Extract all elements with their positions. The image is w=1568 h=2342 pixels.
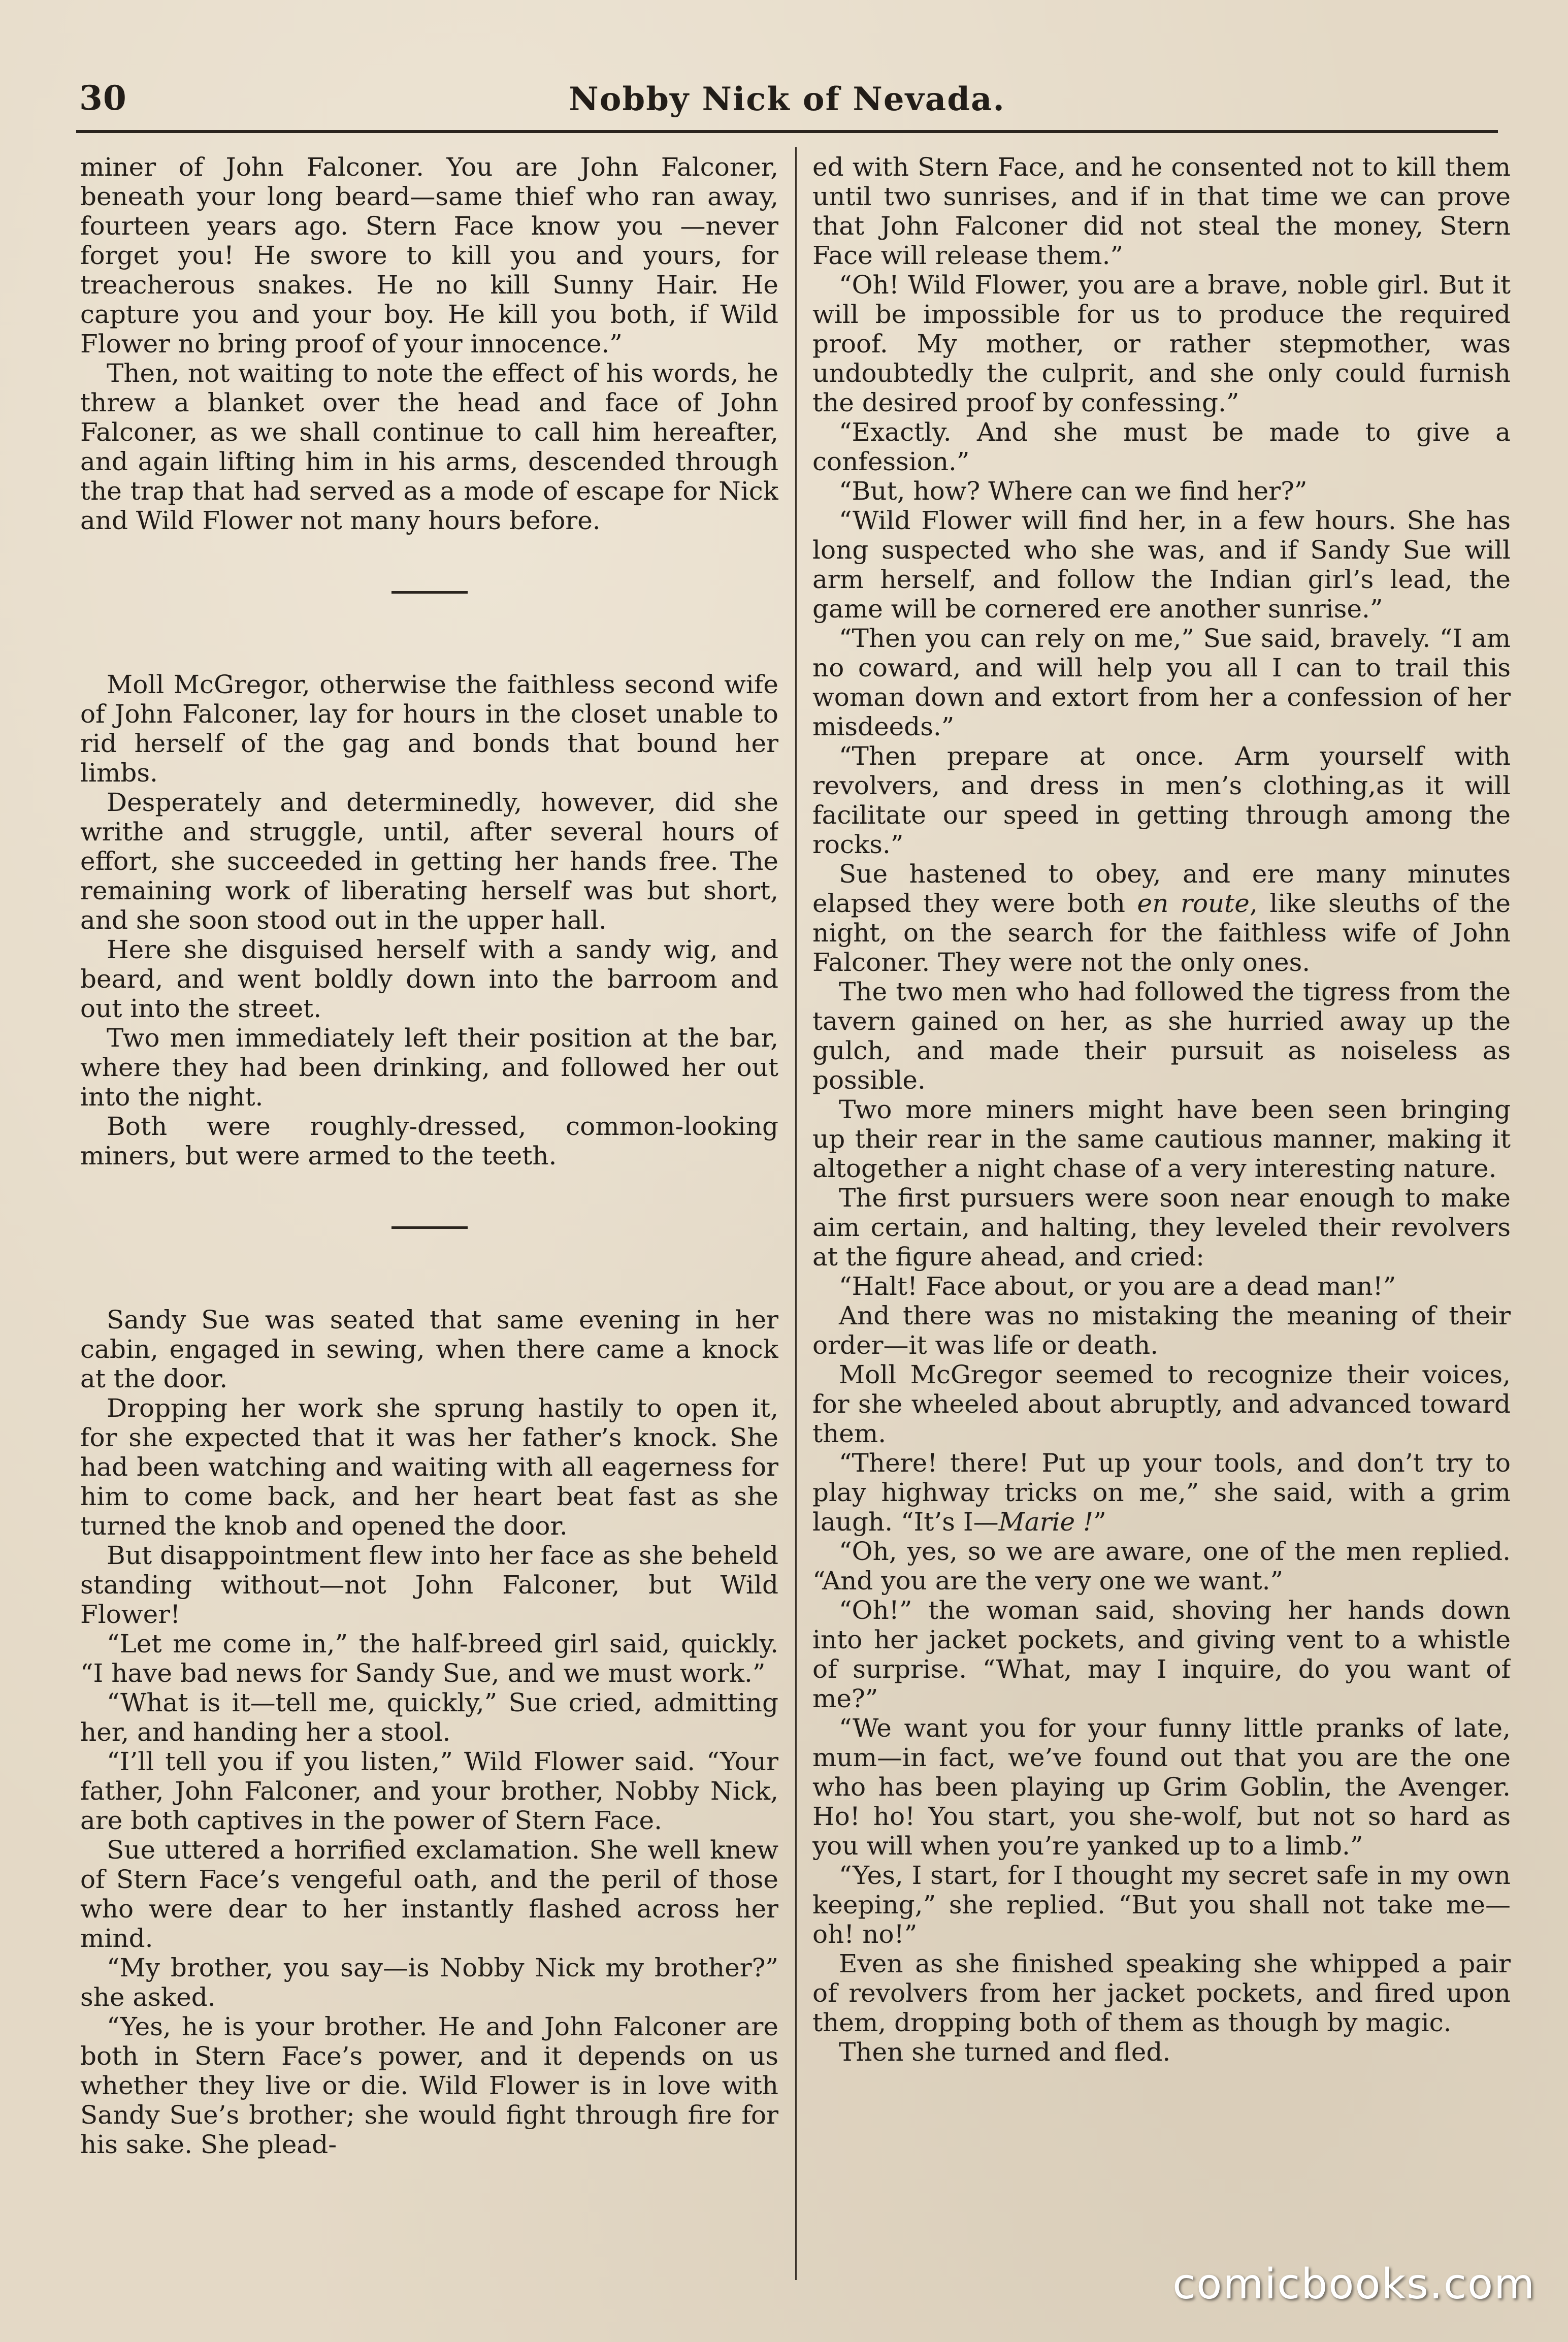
- italic-phrase: en route: [1137, 889, 1250, 918]
- paragraph: “Wild Flower will find her, in a few hours. She has long suspected who she was, and if Sandy Sue will arm herself, and follow the Indian girl’s lead, the game will be cornered ere another sunrise.”: [812, 506, 1511, 624]
- paragraph: “Oh! Wild Flower, you are a brave, noble girl. But it will be impossible for us to produce the required proof. My mother, or rather stepmother, was undoubtedly the culprit, and she only could furnish the desired proof by confessing.”: [812, 270, 1511, 417]
- section-break: [391, 1226, 468, 1229]
- paragraph: “I’ll tell you if you listen,” Wild Flower said. “Your father, John Falconer, and your brother, Nobby Nick, are both captives in the power of Stern Face.: [80, 1747, 778, 1835]
- column-divider: [795, 147, 797, 2280]
- paragraph: And there was no mistaking the meaning of their order—it was life or death.: [812, 1301, 1511, 1360]
- paragraph: Two men immediately left their position at the bar, where they had been drinking, and followed her out into the night.: [80, 1023, 778, 1112]
- paragraph: “Yes, I start, for I thought my secret safe in my own keeping,” she replied. “But you shall not take me—oh! no!”: [812, 1861, 1511, 1949]
- page-header: [76, 76, 1498, 122]
- paragraph: “But, how? Where can we find her?”: [839, 476, 1308, 506]
- running-title: Nobby Nick of Nevada.: [569, 80, 1005, 118]
- header-rule: [76, 130, 1498, 133]
- watermark: comicbooks.com: [1172, 2260, 1536, 2308]
- paragraph: “Then prepare at once. Arm yourself with revolvers, and dress in men’s clothing,as it will facilitate our speed in getting through among the rocks.”: [812, 741, 1511, 859]
- paragraph: Dropping her work she sprung hastily to open it, for she expected that it was her father’s knock. She had been watching and waiting with all eagerness for him to come back, and her heart beat fast as she turned the knob and opened the door.: [80, 1393, 778, 1541]
- paragraph: Sue uttered a horrified exclamation. She well knew of Stern Face’s vengeful oath, and the peril of those who were dear to her instantly flashed across her mind.: [80, 1835, 778, 1953]
- paragraph: ed with Stern Face, and he consented not to kill them until two sunrises, and if in that time we can prove that John Falconer did not steal the money, Stern Face will release them.”: [812, 152, 1511, 270]
- paragraph: “Yes, he is your brother. He and John Falconer are both in Stern Face’s power, and it depends on us whether they live or die. Wild Flower is in love with Sandy Sue’s brother; she would fight through fire for his sake. She plead-: [80, 2012, 778, 2159]
- paragraph: miner of John Falconer. You are John Falconer, beneath your long beard—same thief who ran away, fourteen years ago. Stern Face know you —never forget you! He swore to kill you and yours, for treacherous snakes. He no kill Sunny Hair. He capture you and your boy. He kill you both, if Wild Flower no bring proof of your innocence.”: [80, 152, 778, 359]
- paragraph: Both were roughly-dressed, common-looking miners, but were armed to the teeth.: [80, 1112, 778, 1170]
- paragraph: “Oh!” the woman said, shoving her hands down into her jacket pockets, and giving vent to a whistle of surprise. “What, may I inquire, do you want of me?”: [812, 1596, 1511, 1713]
- paragraph: Desperately and determinedly, however, did she writhe and struggle, until, after several hours of effort, she succeeded in getting her hands free. The remaining work of liberating herself was but short, and she soon stood out in the upper hall.: [80, 788, 778, 935]
- paragraph: “Exactly. And she must be made to give a confession.”: [812, 417, 1511, 476]
- paragraph: [812, 859, 1511, 977]
- paragraph: [812, 1448, 1511, 1537]
- paragraph: Moll McGregor seemed to recognize their voices, for she wheeled about abruptly, and advanced toward them.: [812, 1360, 1511, 1448]
- paragraph: “My brother, you say—is Nobby Nick my brother?” she asked.: [80, 1953, 778, 2012]
- paragraph: Even as she finished speaking she whipped a pair of revolvers from her jacket pockets, and fired upon them, dropping both of them as though by magic.: [812, 1949, 1511, 2037]
- paragraph: Two more miners might have been seen bringing up their rear in the same cautious manner, making it altogether a night chase of a very interesting nature.: [812, 1095, 1511, 1183]
- paragraph: The two men who had followed the tigress from the tavern gained on her, as she hurried away up the gulch, and made their pursuit as noiseless as possible.: [812, 977, 1511, 1095]
- paragraph: “Then you can rely on me,” Sue said, bravely. “I am no coward, and will help you all I can to trail this woman down and extort from her a confession of her misdeeds.”: [812, 624, 1511, 741]
- text-run: , like sleuths of the night, on the search for the faithless wife of John Falconer. They were not the only ones.: [812, 889, 1511, 977]
- section-break: [391, 591, 468, 594]
- left-column: [80, 152, 778, 2275]
- page-number: 30: [79, 78, 127, 118]
- paragraph: Then, not waiting to note the effect of his words, he threw a blanket over the head and face of John Falconer, as we shall continue to call him hereafter, and again lifting him in his arms, descended through the trap that had served as a mode of escape for Nick and Wild Flower not many hours before.: [80, 359, 778, 535]
- paragraph: “What is it—tell me, quickly,” Sue cried, admitting her, and handing her a stool.: [80, 1688, 778, 1747]
- paragraph: The first pursuers were soon near enough to make aim certain, and halting, they leveled their revolvers at the figure ahead, and cried:: [812, 1183, 1511, 1272]
- paragraph: Sandy Sue was seated that same evening in her cabin, engaged in sewing, when there came a knock at the door.: [80, 1305, 778, 1393]
- paragraph: Here she disguised herself with a sandy wig, and beard, and went boldly down into the barroom and out into the street.: [80, 935, 778, 1023]
- paragraph: “Let me come in,” the half-breed girl said, quickly. “I have bad news for Sandy Sue, and we must work.”: [80, 1629, 778, 1688]
- paragraph: But disappointment flew into her face as she beheld standing without—not John Falconer, but Wild Flower!: [80, 1541, 778, 1629]
- text-run: ”: [1093, 1507, 1106, 1537]
- paragraph: Then she turned and fled.: [839, 2037, 1171, 2067]
- text-run: “There! there! Put up your tools, and don’t try to play highway tricks on me,” she said, with a grim laugh. “It’s I—: [812, 1448, 1511, 1537]
- paragraph: “Oh, yes, so we are aware, one of the men replied. “And you are the very one we want.”: [812, 1537, 1511, 1596]
- italic-phrase: Marie !: [998, 1507, 1094, 1537]
- paragraph: “Halt! Face about, or you are a dead man!”: [839, 1272, 1396, 1301]
- paragraph: Moll McGregor, otherwise the faithless second wife of John Falconer, lay for hours in the closet unable to rid herself of the gag and bonds that bound her limbs.: [80, 670, 778, 788]
- text-run: Sue hastened to obey, and ere many minutes elapsed they were both: [812, 859, 1511, 918]
- right-column: [812, 152, 1511, 2275]
- paragraph: “We want you for your funny little pranks of late, mum—in fact, we’ve found out that you are the one who has been playing up Grim Goblin, the Avenger. Ho! ho! You start, you she-wolf, but not so hard as you will when you’re yanked up to a limb.”: [812, 1713, 1511, 1861]
